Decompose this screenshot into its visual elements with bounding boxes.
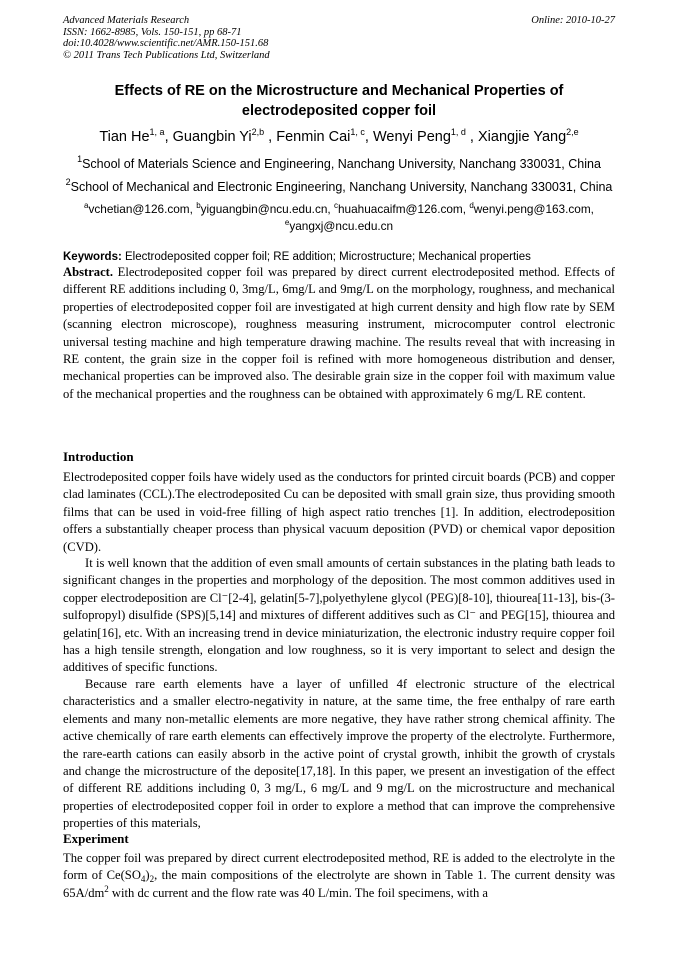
affiliation-text: School of Mechanical and Electronic Engineering, Nanchang University, Nanchang 330031, China	[70, 180, 613, 194]
email-link[interactable]: yiguangbin@ncu.edu.cn,	[200, 202, 331, 216]
issn-line: ISSN: 1662-8985, Vols. 150-151, pp 68-71	[63, 26, 242, 38]
experiment-paragraph-1: The copper foil was prepared by direct current electrodeposited method, RE is added to the electrolyte in the form of $Ce(SO_4)_2$, the main compositions of the electrolyte are shown in Table 1. The current density was $65A/dm^2$ with dc current and the flow rate was 40 L/min. The foil specimens, with a	[63, 851, 615, 900]
abstract-text: Electrodeposited copper foil was prepared by direct current electrodeposited method. Effects of different RE additions including 0, 3mg/L, 6mg/L and 9mg/L on the morphology, roughness, and mechanical properties of electrodeposited copper foil are investigated at high current density and high flow rate by SEM (scanning electron microscope), roughness measuring instrument, microcomputer control electronic universal testing machine and high temperature drawing machine. The results reveal that with increasing in RE content, the grain size in the copper foil is refined with more homogeneous distribution and denser, mechanical properties can be improved also. The desirable grain size in the copper foil with maximum value of the mechanical properties and the roughness can be obtained with approximately 6 mg/L RE content.	[63, 265, 615, 401]
copyright-line: © 2011 Trans Tech Publications Ltd, Switzerland	[63, 49, 270, 61]
abstract	[63, 264, 615, 403]
doi-line: doi:10.4028/www.scientific.net/AMR.150-151.68	[63, 38, 269, 49]
section-heading-experiment: Experiment	[63, 831, 129, 846]
keywords-text: Electrodeposited copper foil; RE addition; Microstructure; Mechanical properties	[121, 251, 531, 263]
abstract-label: Abstract.	[63, 265, 114, 279]
author-affil-sup: 1, a	[149, 127, 165, 137]
author-affil-sup: 2,e	[566, 127, 579, 137]
intro-paragraph-1: Electrodeposited copper foils have widely used as the conductors for printed circuit boards (PCB) and copper clad laminates (CCL).The electrodeposited Cu can be deposited with small grain size, thus providing smooth films that can be used in void-free filling of high aspect ratio trenches [1]. In addition, electrodeposition offers a substantially cheaper process than physical vacuum deposition (PVD) or chemical vapor deposition (CVD).	[63, 470, 615, 554]
affiliation-2	[63, 177, 615, 194]
author-name: Wenyi Peng	[372, 129, 451, 145]
affiliation-text: School of Materials Science and Engineering, Nanchang University, Nanchang 330031, China	[82, 157, 601, 171]
title-line-2: electrodeposited copper foil	[241, 103, 437, 119]
author-name: Tian He	[99, 129, 150, 145]
section-heading-introduction: Introduction	[63, 449, 134, 464]
journal-header	[63, 15, 615, 61]
email-list: $^a$vchetian@126.com, $^b$yiguangbin@ncu.edu.cn, $^c$huahuacaifm@126.com, $^d$wenyi.peng@163.com, $^e$yangxj@ncu.edu.cn	[84, 201, 594, 233]
author-name: Xiangjie Yang	[478, 129, 567, 145]
author-name: Fenmin Cai	[276, 129, 351, 145]
author-affil-sup: 1, d	[450, 127, 466, 137]
title-line-1: Effects of RE on the Microstructure and Mechanical Properties of	[114, 83, 564, 99]
paper-title	[63, 81, 615, 121]
affiliation-sup: 2	[65, 177, 71, 187]
author-name: Guangbin Yi	[172, 129, 252, 145]
keywords	[63, 251, 615, 263]
intro-paragraph-2: It is well known that the addition of even small amounts of certain substances in the plating bath leads to significant changes in the properties and morphology of the deposition. The most common additives used in copper electrodeposition are Cl⁻[2-4], gelatin[5-7],polyethylene glycol (PEG)[8-10], thiourea[11-13], bis-(3-sulfopropyl) disulfide (SPS)[5,14] and mixtures of different additives such as Cl⁻ and PEG[15], thiourea and gelatin[16], etc. With an increasing trend in device miniaturization, the electronic industry require copper foil has a high tensile strength, elongation and low roughness, so it is very important to select and design the additives of specific functions.	[63, 556, 615, 675]
author-list: Tian He$^{1, a}$, Guangbin Yi$^{2,b}$ , Fenmin Cai$^{1, c}$, Wenyi Peng$^{1, d}$ , Xiangjie Yang$^{2,e}$	[99, 127, 579, 145]
email-link[interactable]: yangxj@ncu.edu.cn	[289, 219, 394, 233]
author-affil-sup: 2,b	[251, 127, 265, 137]
keywords-label: Keywords:	[63, 251, 122, 263]
affiliation-sup: 1	[77, 154, 83, 164]
online-date: Online: 2010-10-27	[531, 15, 615, 26]
affiliation-1	[63, 154, 615, 171]
journal-name: Advanced Materials Research	[63, 15, 190, 26]
author-affil-sup: 1, c	[350, 127, 365, 137]
email-link[interactable]: huahuacaifm@126.com,	[337, 202, 467, 216]
email-link[interactable]: vchetian@126.com,	[88, 202, 193, 216]
email-link[interactable]: wenyi.peng@163.com,	[473, 202, 594, 216]
intro-paragraph-3: Because rare earth elements have a layer of unfilled 4f electronic structure of the electrical characteristics and a smaller electro-negativity in nature, at the same time, the free enthalpy of rare earth elements and many non-metallic elements are more negative, they have rather strong chemical affinity. The active chemically of rare earth elements can effectively improve the property of the electrolyte. Furthermore, the rare-earth cations can easily absorb in the active point of crystal growth, inhibit the growth of crystals and change the microstructure of the deposite[17,18]. In this paper, we present an investigation of the effect of different RE additions including 0, 3 mg/L, 6 mg/L and 9 mg/L on the microstructure and mechanical properties of electrodeposited copper foil in order to explore a method that can improve the comprehensive properties of this materials,	[63, 677, 615, 831]
